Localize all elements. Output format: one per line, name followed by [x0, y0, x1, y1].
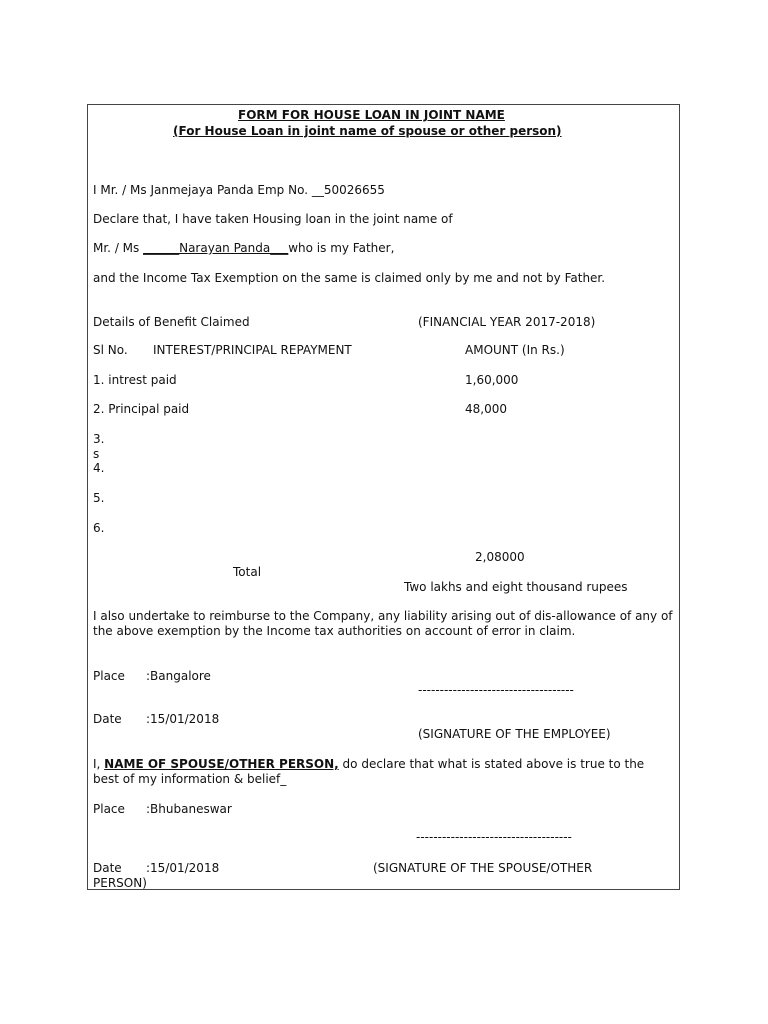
spouse-date-label: Date — [93, 861, 122, 875]
mr-ms-label: Mr. / Ms — [93, 241, 144, 255]
undertaking-text: I also undertake to reimburse to the Company, any liability arising out of dis-allowance of any of the above exemption by the Income tax authorities on account of error in claim. — [93, 609, 673, 638]
row-label: 6. — [93, 521, 105, 535]
form-title: FORM FOR HOUSE LOAN IN JOINT NAME — [238, 108, 505, 122]
spouse-name-placeholder: NAME OF SPOUSE/OTHER PERSON, — [104, 757, 339, 771]
intro-prefix: I Mr. / Ms Janmejaya Panda Emp No. — [93, 183, 312, 197]
declare-line: Declare that, I have taken Housing loan in the joint name of — [93, 212, 453, 226]
total-amount: 2,08000 — [475, 550, 525, 564]
exemption-line: and the Income Tax Exemption on the same is claimed only by me and not by Father. — [93, 271, 606, 285]
row-label: 5. — [93, 491, 105, 505]
total-label: Total — [233, 565, 262, 579]
row-amount: 1,60,000 — [465, 373, 519, 387]
col-sl-header: Sl No. — [93, 343, 128, 357]
spouse-sign-line: ------------------------------------ — [416, 830, 572, 844]
row-label: s — [93, 447, 100, 461]
details-label: Details of Benefit Claimed — [93, 315, 250, 329]
row-label: 2. Principal paid — [93, 402, 190, 416]
spouse-place-value: :Bhubaneswar — [146, 802, 232, 816]
row-label: 4. — [93, 461, 105, 475]
spouse-declaration — [93, 757, 673, 787]
coowner-line — [93, 241, 394, 256]
employee-date-value: :15/01/2018 — [146, 712, 220, 726]
intro-line — [93, 183, 385, 198]
spouse-signature-label: (SIGNATURE OF THE SPOUSE/OTHER — [373, 861, 593, 875]
row-label: 1. intrest paid — [93, 373, 177, 387]
emp-number: __50026655 — [311, 183, 385, 197]
spouse-date-value: :15/01/2018 — [146, 861, 220, 875]
employee-place-label: Place — [93, 669, 125, 683]
spouse-signature-label-cont: PERSON) — [93, 876, 147, 890]
spouse-decl-underscore: _ — [280, 772, 287, 786]
spouse-decl-prefix: I, — [93, 757, 105, 771]
form-subtitle: (For House Loan in joint name of spouse or other person) — [173, 124, 562, 138]
employee-sign-line: ------------------------------------ — [418, 683, 574, 697]
employee-date-label: Date — [93, 712, 122, 726]
coowner-name: ______Narayan Panda___ — [143, 241, 289, 255]
employee-signature-label: (SIGNATURE OF THE EMPLOYEE) — [418, 727, 611, 741]
relation-text: who is my Father, — [288, 241, 395, 255]
financial-year: (FINANCIAL YEAR 2017-2018) — [418, 315, 596, 329]
row-label: 3. — [93, 432, 105, 446]
col-amount-header: AMOUNT (In Rs.) — [465, 343, 565, 357]
row-amount: 48,000 — [465, 402, 507, 416]
employee-place-value: :Bangalore — [146, 669, 211, 683]
col-desc-header: INTEREST/PRINCIPAL REPAYMENT — [153, 343, 352, 357]
total-words: Two lakhs and eight thousand rupees — [404, 580, 628, 594]
spouse-decl-rest: do declare that what is stated above is true to the best of my information & belief — [93, 757, 645, 786]
spouse-place-label: Place — [93, 802, 125, 816]
